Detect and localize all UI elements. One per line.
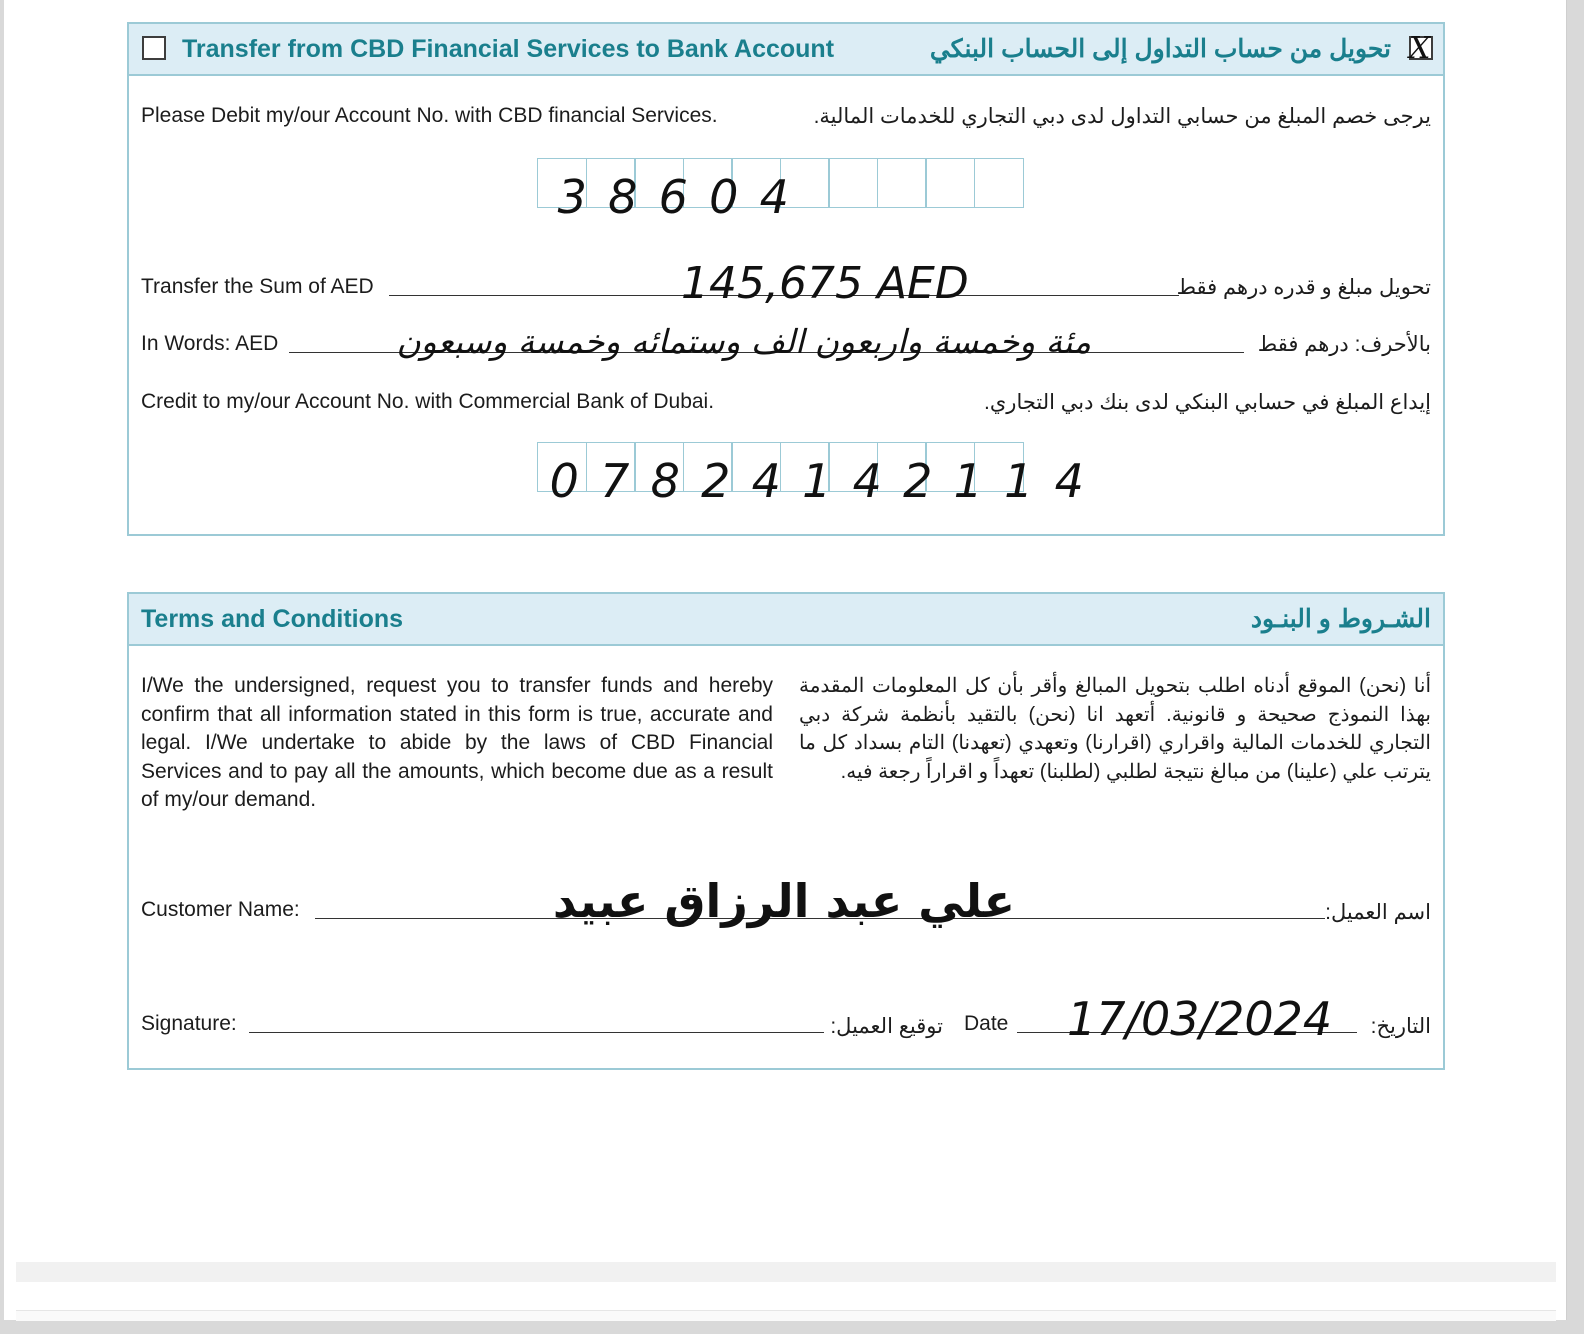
debit-label-ar: يرجى خصم المبلغ من حسابي التداول لدى دبي التجاري للخدمات المالية.	[813, 105, 1431, 128]
terms-body-ar: أنا (نحن) الموقع أدناه اطلب بتحويل المبالغ وأقر بأن كل المعلومات المقدمة بهذا النموذج صحيحة و قانونية. أتعهد انا (نحن) بالتقيد بأنظمة شركة دبي التجاري للخدمات المالية واقراري (اقرارنا) وتعهدي (تعهدنا) التام بسداد كل ما يترتب علي (علينا) من مبالغ نتيجة لطلبي (لطلبنا) تعهداً و اقراراً رجعة فيه.	[799, 675, 1431, 783]
signature-label-ar: توقيع العميل:	[830, 1015, 943, 1038]
debit-account-box[interactable]	[877, 158, 927, 208]
terms-section	[127, 592, 1445, 1070]
credit-account-digit: 1	[1004, 454, 1034, 508]
credit-account-digit: 0	[549, 454, 579, 508]
page-footer-bar	[16, 1262, 1556, 1282]
credit-account-digit: 4	[852, 454, 882, 508]
terms-section-header	[129, 594, 1443, 646]
debit-account-box[interactable]	[925, 158, 975, 208]
checkbox-x-mark: X	[1409, 31, 1431, 66]
debit-account-digit: 3	[557, 170, 587, 224]
credit-account-digit: 2	[903, 454, 933, 508]
customer-name-label-ar: اسم العميل:	[1325, 901, 1431, 924]
date-label-ar: التاريخ:	[1370, 1015, 1431, 1038]
credit-account-digit: 2	[701, 454, 731, 508]
credit-label-ar: إيداع المبلغ في حسابي البنكي لدى بنك دبي التجاري.	[984, 391, 1431, 414]
sum-label-ar: تحويل مبلغ و قدره درهم فقط	[1176, 276, 1431, 299]
signature-label-en: Signature:	[141, 1012, 237, 1035]
credit-account-digit: 7	[600, 454, 630, 508]
credit-account-digit: 1	[802, 454, 832, 508]
words-label-ar: بالأحرف: درهم فقط	[1257, 333, 1431, 356]
transfer-checkbox-left[interactable]	[142, 36, 166, 60]
debit-account-digit: 6	[658, 170, 688, 224]
words-value[interactable]: مئة وخمسة واربعون الف وستمائه وخمسة وسبعون	[396, 322, 1091, 361]
debit-account-digit: 0	[709, 170, 739, 224]
credit-label-en: Credit to my/our Account No. with Commercial Bank of Dubai.	[141, 390, 715, 413]
signature-line[interactable]	[249, 1032, 824, 1033]
terms-body	[129, 648, 1443, 828]
date-label-en: Date	[964, 1012, 1009, 1035]
terms-title-ar: الشـروط و البنـود	[1250, 605, 1431, 633]
terms-title-en: Terms and Conditions	[141, 605, 404, 633]
customer-name-value[interactable]: علي عبد الرزاق عبيد	[552, 874, 1015, 928]
credit-account-number	[539, 454, 1095, 508]
customer-name-label-en: Customer Name:	[141, 898, 300, 921]
credit-account-digit: 4	[1054, 454, 1084, 508]
terms-body-en: I/We the undersigned, request you to transfer funds and hereby confirm that all information stated in this form is true, accurate and legal. I/We undertake to abide by the laws of CBD Financial Services and to pay all the amounts, which become due as a result of my/our demand.	[141, 674, 773, 812]
debit-account-digit: 8	[608, 170, 638, 224]
transfer-section	[127, 22, 1445, 536]
debit-account-number	[547, 170, 800, 224]
debit-label-en: Please Debit my/our Account No. with CBD financial Services.	[141, 104, 718, 127]
debit-account-digit: 4	[759, 170, 789, 224]
transfer-section-header	[129, 24, 1443, 76]
transfer-title-en: Transfer from CBD Financial Services to Bank Account	[182, 35, 835, 63]
credit-account-digit: 4	[751, 454, 781, 508]
credit-account-digit: 1	[953, 454, 983, 508]
date-value[interactable]: 17/03/2024	[1067, 992, 1333, 1046]
transfer-title-ar: تحويل من حساب التداول إلى الحساب البنكي	[929, 35, 1391, 63]
credit-account-digit: 8	[650, 454, 680, 508]
sum-value[interactable]: 145,675 AED	[681, 258, 969, 309]
words-label-en: In Words: AED	[141, 332, 279, 355]
debit-account-box[interactable]	[974, 158, 1024, 208]
document-page	[4, 0, 1567, 1320]
transfer-checkbox-right[interactable]	[1409, 31, 1433, 66]
debit-account-box[interactable]	[828, 158, 878, 208]
sum-label-en: Transfer the Sum of AED	[141, 275, 374, 298]
page-footer-edge	[16, 1310, 1556, 1321]
